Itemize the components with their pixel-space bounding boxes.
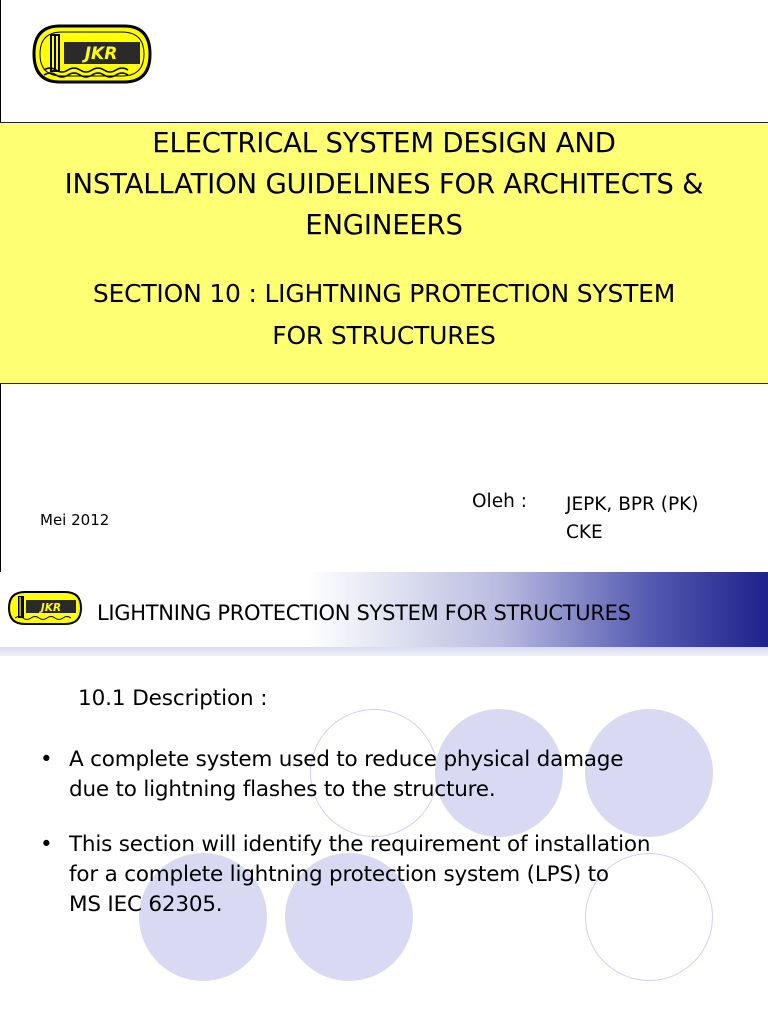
bullet-line: A complete system used to reduce physical damage [69,747,624,772]
jkr-logo-text: JKR [84,44,118,64]
bullet-dot: • [40,747,53,772]
bullet-line: This section will identify the requirement of installation [69,832,651,857]
bullet-line: for a complete lightning protection system (LPS) to [69,862,609,887]
section-title [0,273,768,357]
description-heading: 10.1 Description : [78,686,268,711]
bullet-line: MS IEC 62305. [69,892,223,917]
section-line: FOR STRUCTURES [272,321,496,350]
jkr-logo-small [6,589,84,627]
title-line: ENGINEERS [305,209,463,241]
date-label: Mei 2012 [40,511,110,529]
bullet-text [69,745,768,805]
bullet-text [69,830,768,920]
author-label: Oleh : [472,491,527,512]
title-line: INSTALLATION GUIDELINES FOR ARCHITECTS & [64,168,704,200]
author-line: JEPK, BPR (PK) [566,494,699,515]
bullet-dot: • [40,832,53,857]
slide-header-title: LIGHTNING PROTECTION SYSTEM FOR STRUCTURES [97,601,631,625]
header-stripe [0,647,768,656]
section-line: SECTION 10 : LIGHTNING PROTECTION SYSTEM [92,279,676,308]
jkr-logo-small-text: JKR [40,602,62,614]
content-slide [0,572,768,1024]
jkr-logo [30,22,154,86]
document-title [0,123,768,246]
bullet-line: due to lightning flashes to the structure. [69,777,496,802]
author-value [566,491,699,547]
author-line: CKE [566,522,603,543]
title-box [0,122,768,384]
title-line: ELECTRICAL SYSTEM DESIGN AND [152,127,616,159]
